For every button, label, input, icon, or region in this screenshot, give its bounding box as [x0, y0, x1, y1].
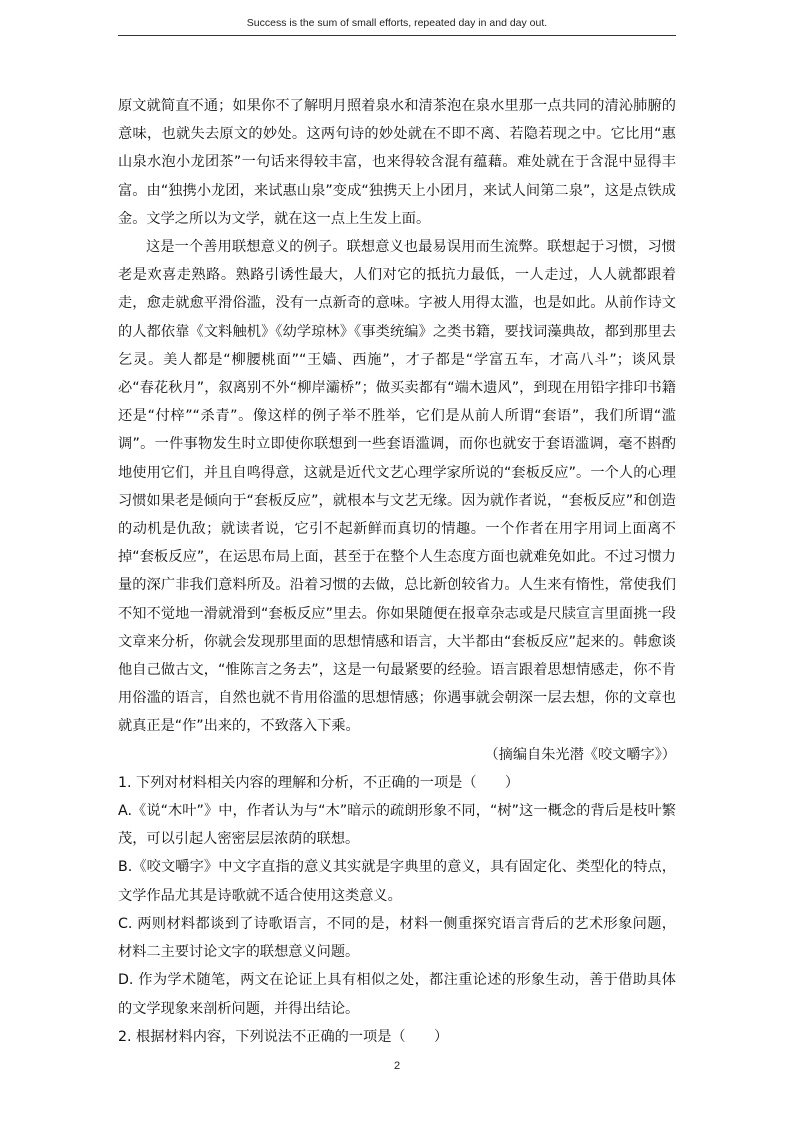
passage-source: （摘编自朱光潜《咬文嚼字》） — [484, 746, 676, 763]
passage-paragraph-1: 原文就简直不通；如果你不了解明月照着泉水和清茶泡在泉水里那一点共同的清沁肺腑的意味，也就失去原文的妙处。这两句诗的妙处就在不即不离、若隐若现之中。它比用“惠山泉水泡小龙团茶”一句话来得较丰富，也来得较含混有蕴藉。难处就在于含混中显得丰富。由“独携小龙团，来试惠山泉”变成“独携天上小团月，来试人间第二泉”，这是点铁成金。文学之所以为文学，就在这一点上生发上面。 — [118, 98, 676, 227]
question-1-option-c: C. 两则材料都谈到了诗歌语言，不同的是，材料一侧重探究语言背后的艺术形象问题，材料二主要讨论文字的联想意义问题。 — [118, 915, 676, 961]
question-1-option-d: D. 作为学术随笔，两文在论证上具有相似之处，都注重论述的形象生动，善于借助具体的文学现象来剖析问题，并得出结论。 — [118, 972, 676, 1017]
passage-paragraph-2: 这是一个善用联想意义的例子。联想意义也最易误用而生流弊。联想起于习惯，习惯老是欢喜走熟路。熟路引诱性最大，人们对它的抵抗力最低，一人走过，人人就都跟着走，愈走就愈平滑俗滥，没有一点新奇的意味。字被人用得太滥，也是如此。从前作诗文的人都依靠《文料触机》《幼学琼林》《事类统编》之类书籍，要找词藻典故，都到那里去乞灵。美人都是“柳腰桃面”“王嫱、西施”，才子都是“学富五车，才高八斗”；谈风景必“春花秋月”，叙离别不外“柳岸灞桥”；做买卖都有“端木遗风”，到现在用铅字排印书籍还是“付梓”“杀青”。像这样的例子举不胜举，它们是从前人所谓“套语”，我们所谓“滥调”。一件事物发生时立即使你联想到一些套语滥调，而你也就安于套语滥调，毫不斟酌地使用它们，并且自鸣得意，这就是近代文艺心理学家所说的“套板反应”。一个人的心理习惯如果老是倾向于“套板反应”，就根本与文艺无缘。因为就作者说，“套板反应”和创造的动机是仇敌；就读者说，它引不起新鲜而真切的情趣。一个作者在用字用词上面离不掉“套板反应”，在运思布局上面，甚至于在整个人生态度方面也就难免如此。不过习惯力量的深广非我们意料所及。沿着习惯的去做，总比新创较省力。人生来有惰性，常使我们不知不觉地一滑就滑到“套板反应”里去。你如果随便在报章杂志或是尺牍宣言里面挑一段文章来分析，你就会发现那里面的思想情感和语言，大半都由“套板反应”起来的。韩愈谈他自己做古文，“惟陈言之务去”，这是一句最紧要的经验。语言跟着思想情感走，你不肯用俗滥的语言，自然也就不肯用俗滥的思想情感；你遇事就会朝深一层去想，你的文章也就真正是“作”出来的，不致落入下乘。 — [118, 239, 676, 735]
page-content — [118, 92, 676, 1051]
header-rule — [118, 35, 676, 36]
page-number: 2 — [393, 1060, 401, 1072]
question-1-option-a: A.《说“木叶”》中，作者认为与“木”暗示的疏朗形象不同，“树”这一概念的背后是枝叶繁茂，可以引起人密密层层浓荫的联想。 — [118, 803, 676, 848]
page-header: Success is the sum of small efforts, repeated day in and day out. — [246, 17, 548, 29]
question-2-stem: 2. 根据材料内容，下列说法不正确的一项是（ ） — [118, 1028, 449, 1045]
question-1-option-b: B.《咬文嚼字》中文字直指的意义其实就是字典里的意义，具有固定化、类型化的特点，文学作品尤其是诗歌就不适合使用这类意义。 — [118, 859, 676, 904]
question-1-stem: 1. 下列对材料相关内容的理解和分析，不正确的一项是（ ） — [118, 774, 520, 791]
